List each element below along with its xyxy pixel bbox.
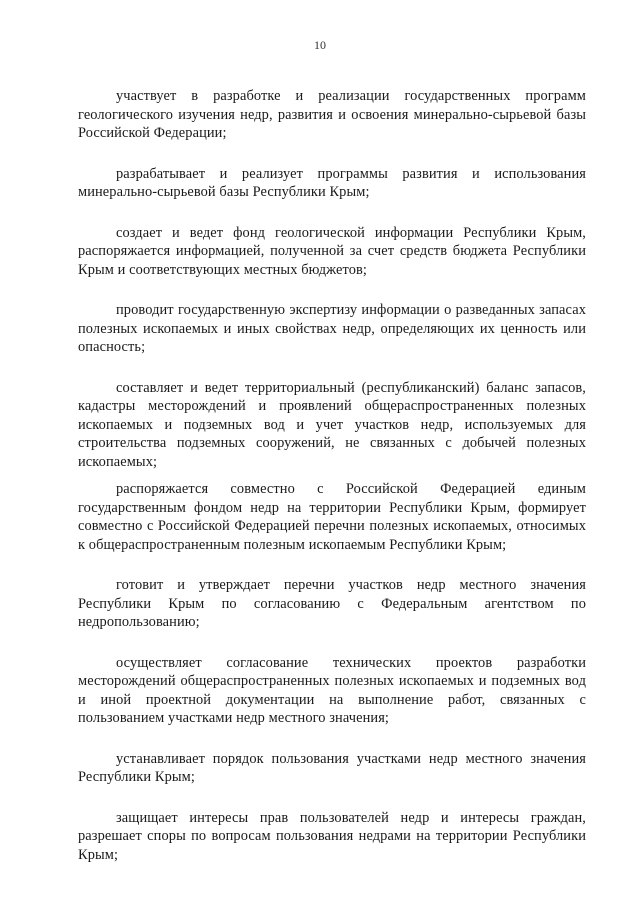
page-number: 10	[314, 38, 326, 52]
paragraph-2: разрабатывает и реализует программы развития и использования минерально-сырьевой базы Республики Крым;	[78, 165, 586, 200]
paragraph-10: защищает интересы прав пользователей недр и интересы граждан, разрешает споры по вопросам пользования недрами на территории Республики Крым;	[78, 809, 586, 863]
paragraph-1: участвует в разработке и реализации государственных программ геологического изучения недр, развития и освоения минерально-сырьевой базы Российской Федерации;	[78, 88, 586, 141]
paragraph-9: устанавливает порядок пользования участками недр местного значения Республики Крым;	[78, 750, 586, 785]
paragraph-4: проводит государственную экспертизу информации о разведанных запасах полезных ископаемых и иных свойствах недр, определяющих их ценность или опасность;	[78, 302, 586, 355]
paragraph-6: распоряжается совместно с Российской Федерацией единым государственным фондом недр на территории Республики Крым, формирует совместно с Российской Федерацией перечни полезных ископаемых, относимых к общераспространенным полезным ископаемым Республики Крым;	[78, 481, 586, 553]
paragraph-5: составляет и ведет территориальный (республиканский) баланс запасов, кадастры месторождений и проявлений общераспространенных полезных ископаемых и подземных вод и учет участков недр, используемых для строительства подземных сооружений, не связанных с добычей полезных ископаемых;	[78, 379, 586, 470]
paragraph-8: осуществляет согласование технических проектов разработки месторождений общераспространенных полезных ископаемых и подземных вод и иной проектной документации на выполнение работ, связанных с пользованием участками недр местного значения;	[78, 654, 586, 726]
paragraph-7: готовит и утверждает перечни участков недр местного значения Республики Крым по согласованию с Федеральным агентством по недропользованию;	[78, 577, 586, 630]
document-body	[78, 87, 586, 886]
paragraph-3: создает и ведет фонд геологической информации Республики Крым, распоряжается информацией, полученной за счет средств бюджета Республики Крым и соответствующих местных бюджетов;	[78, 224, 586, 278]
